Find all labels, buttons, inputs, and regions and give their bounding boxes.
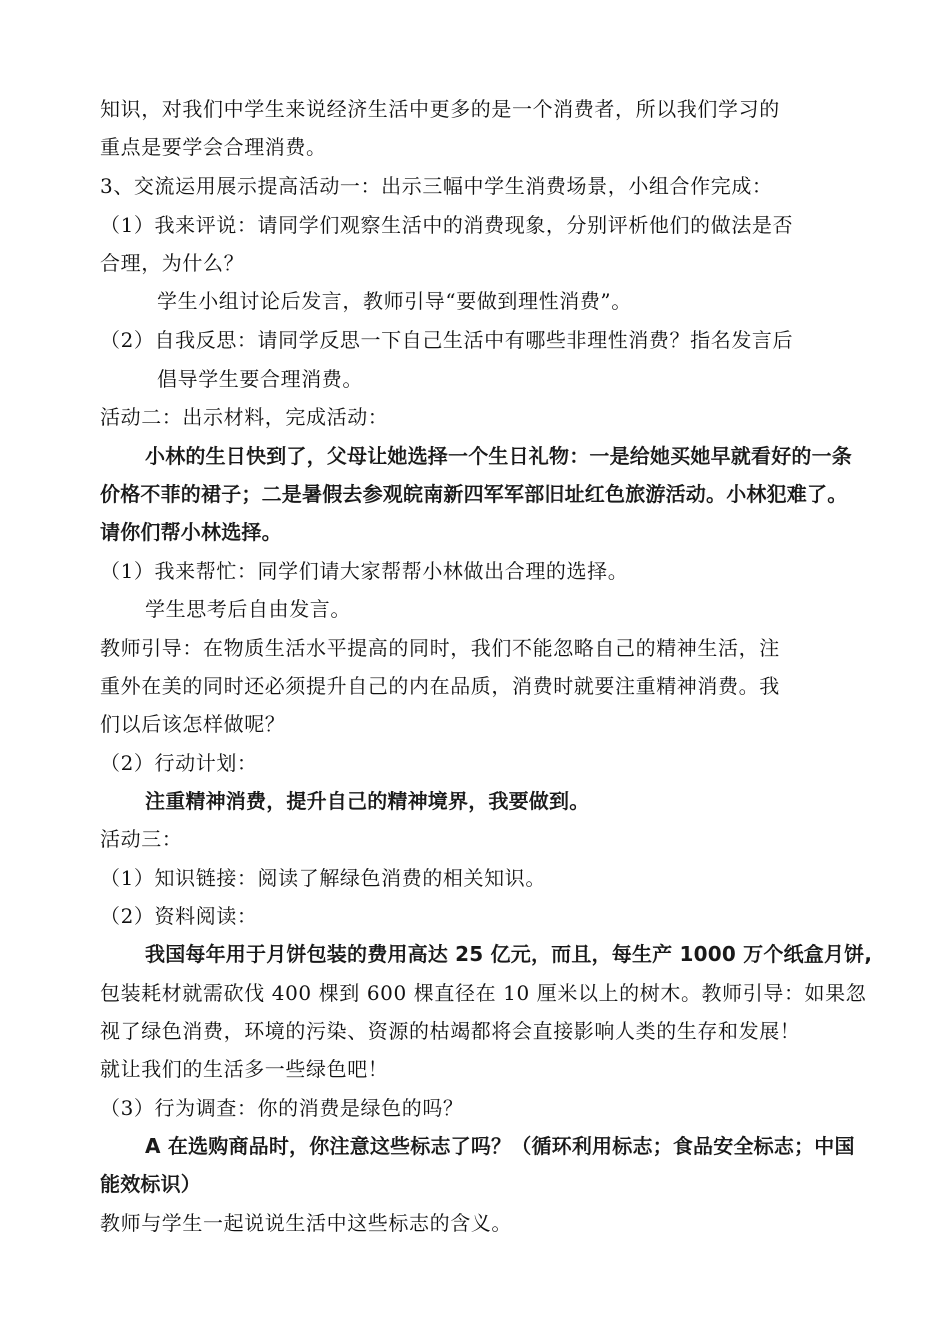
text-line: 活动二：出示材料，完成活动： [100, 405, 389, 429]
text-line: 合理，为什么？ [100, 251, 245, 275]
text-line: 就让我们的生活多一些绿色吧！ [100, 1057, 389, 1081]
text-line: 倡导学生要合理消费。 [157, 367, 363, 391]
text-line: 视了绿色消费，环境的污染、资源的枯竭都将会直接影响人类的生存和发展！ [100, 1019, 801, 1043]
survey-line: A 在选购商品时，你注意这些标志了吗？（循环利用标志；食品安全标志；中国 [145, 1134, 855, 1158]
text-line: 重点是要学会合理消费。 [100, 135, 327, 159]
text-line: 教师与学生一起说说生活中这些标志的含义。 [100, 1211, 512, 1235]
survey-line: 能效标识） [100, 1172, 201, 1196]
text-line: （1）知识链接：阅读了解绿色消费的相关知识。 [100, 866, 546, 890]
text-line: 学生思考后自由发言。 [145, 597, 351, 621]
text-line: （2）行动计划： [100, 751, 258, 775]
material-line: 小林的生日快到了，父母让她选择一个生日礼物：一是给她买她早就看好的一条 [145, 444, 852, 468]
plan-line: 注重精神消费，提升自己的精神境界，我要做到。 [145, 789, 590, 813]
text-line: 教师引导：在物质生活水平提高的同时，我们不能忽略自己的精神生活，注 [100, 636, 780, 660]
text-line: 学生小组讨论后发言，教师引导“要做到理性消费”。 [157, 289, 632, 313]
text-line: （3）行为调查：你的消费是绿色的吗？ [100, 1096, 464, 1120]
text-line: 包装耗材就需砍伐 400 棵到 600 棵直径在 10 厘米以上的树木。教师引导：如果忽 [100, 981, 867, 1005]
text-line: 知识，对我们中学生来说经济生活中更多的是一个消费者，所以我们学习的 [100, 97, 780, 121]
text-line: （1）我来帮忙：同学们请大家帮帮小林做出合理的选择。 [100, 559, 629, 583]
text-line: （2）自我反思：请同学反思一下自己生活中有哪些非理性消费？指名发言后 [100, 328, 794, 352]
text-line: （1）我来评说：请同学们观察生活中的消费现象，分别评析他们的做法是否 [100, 213, 794, 237]
text-line: 重外在美的同时还必须提升自己的内在品质，消费时就要注重精神消费。我 [100, 674, 780, 698]
text-line: 3、交流运用展示提高活动一：出示三幅中学生消费场景，小组合作完成： [100, 174, 773, 198]
text-line: （2）资料阅读： [100, 904, 258, 928]
material-line: 价格不菲的裙子；二是暑假去参观皖南新四军军部旧址红色旅游活动。小林犯难了。 [100, 482, 848, 506]
material-line: 我国每年用于月饼包装的费用高达 25 亿元，而且，每生产 1000 万个纸盒月饼, [145, 942, 873, 966]
text-line: 们以后该怎样做呢？ [100, 712, 286, 736]
text-line: 活动三： [100, 827, 183, 851]
material-line: 请你们帮小林选择。 [100, 520, 282, 544]
